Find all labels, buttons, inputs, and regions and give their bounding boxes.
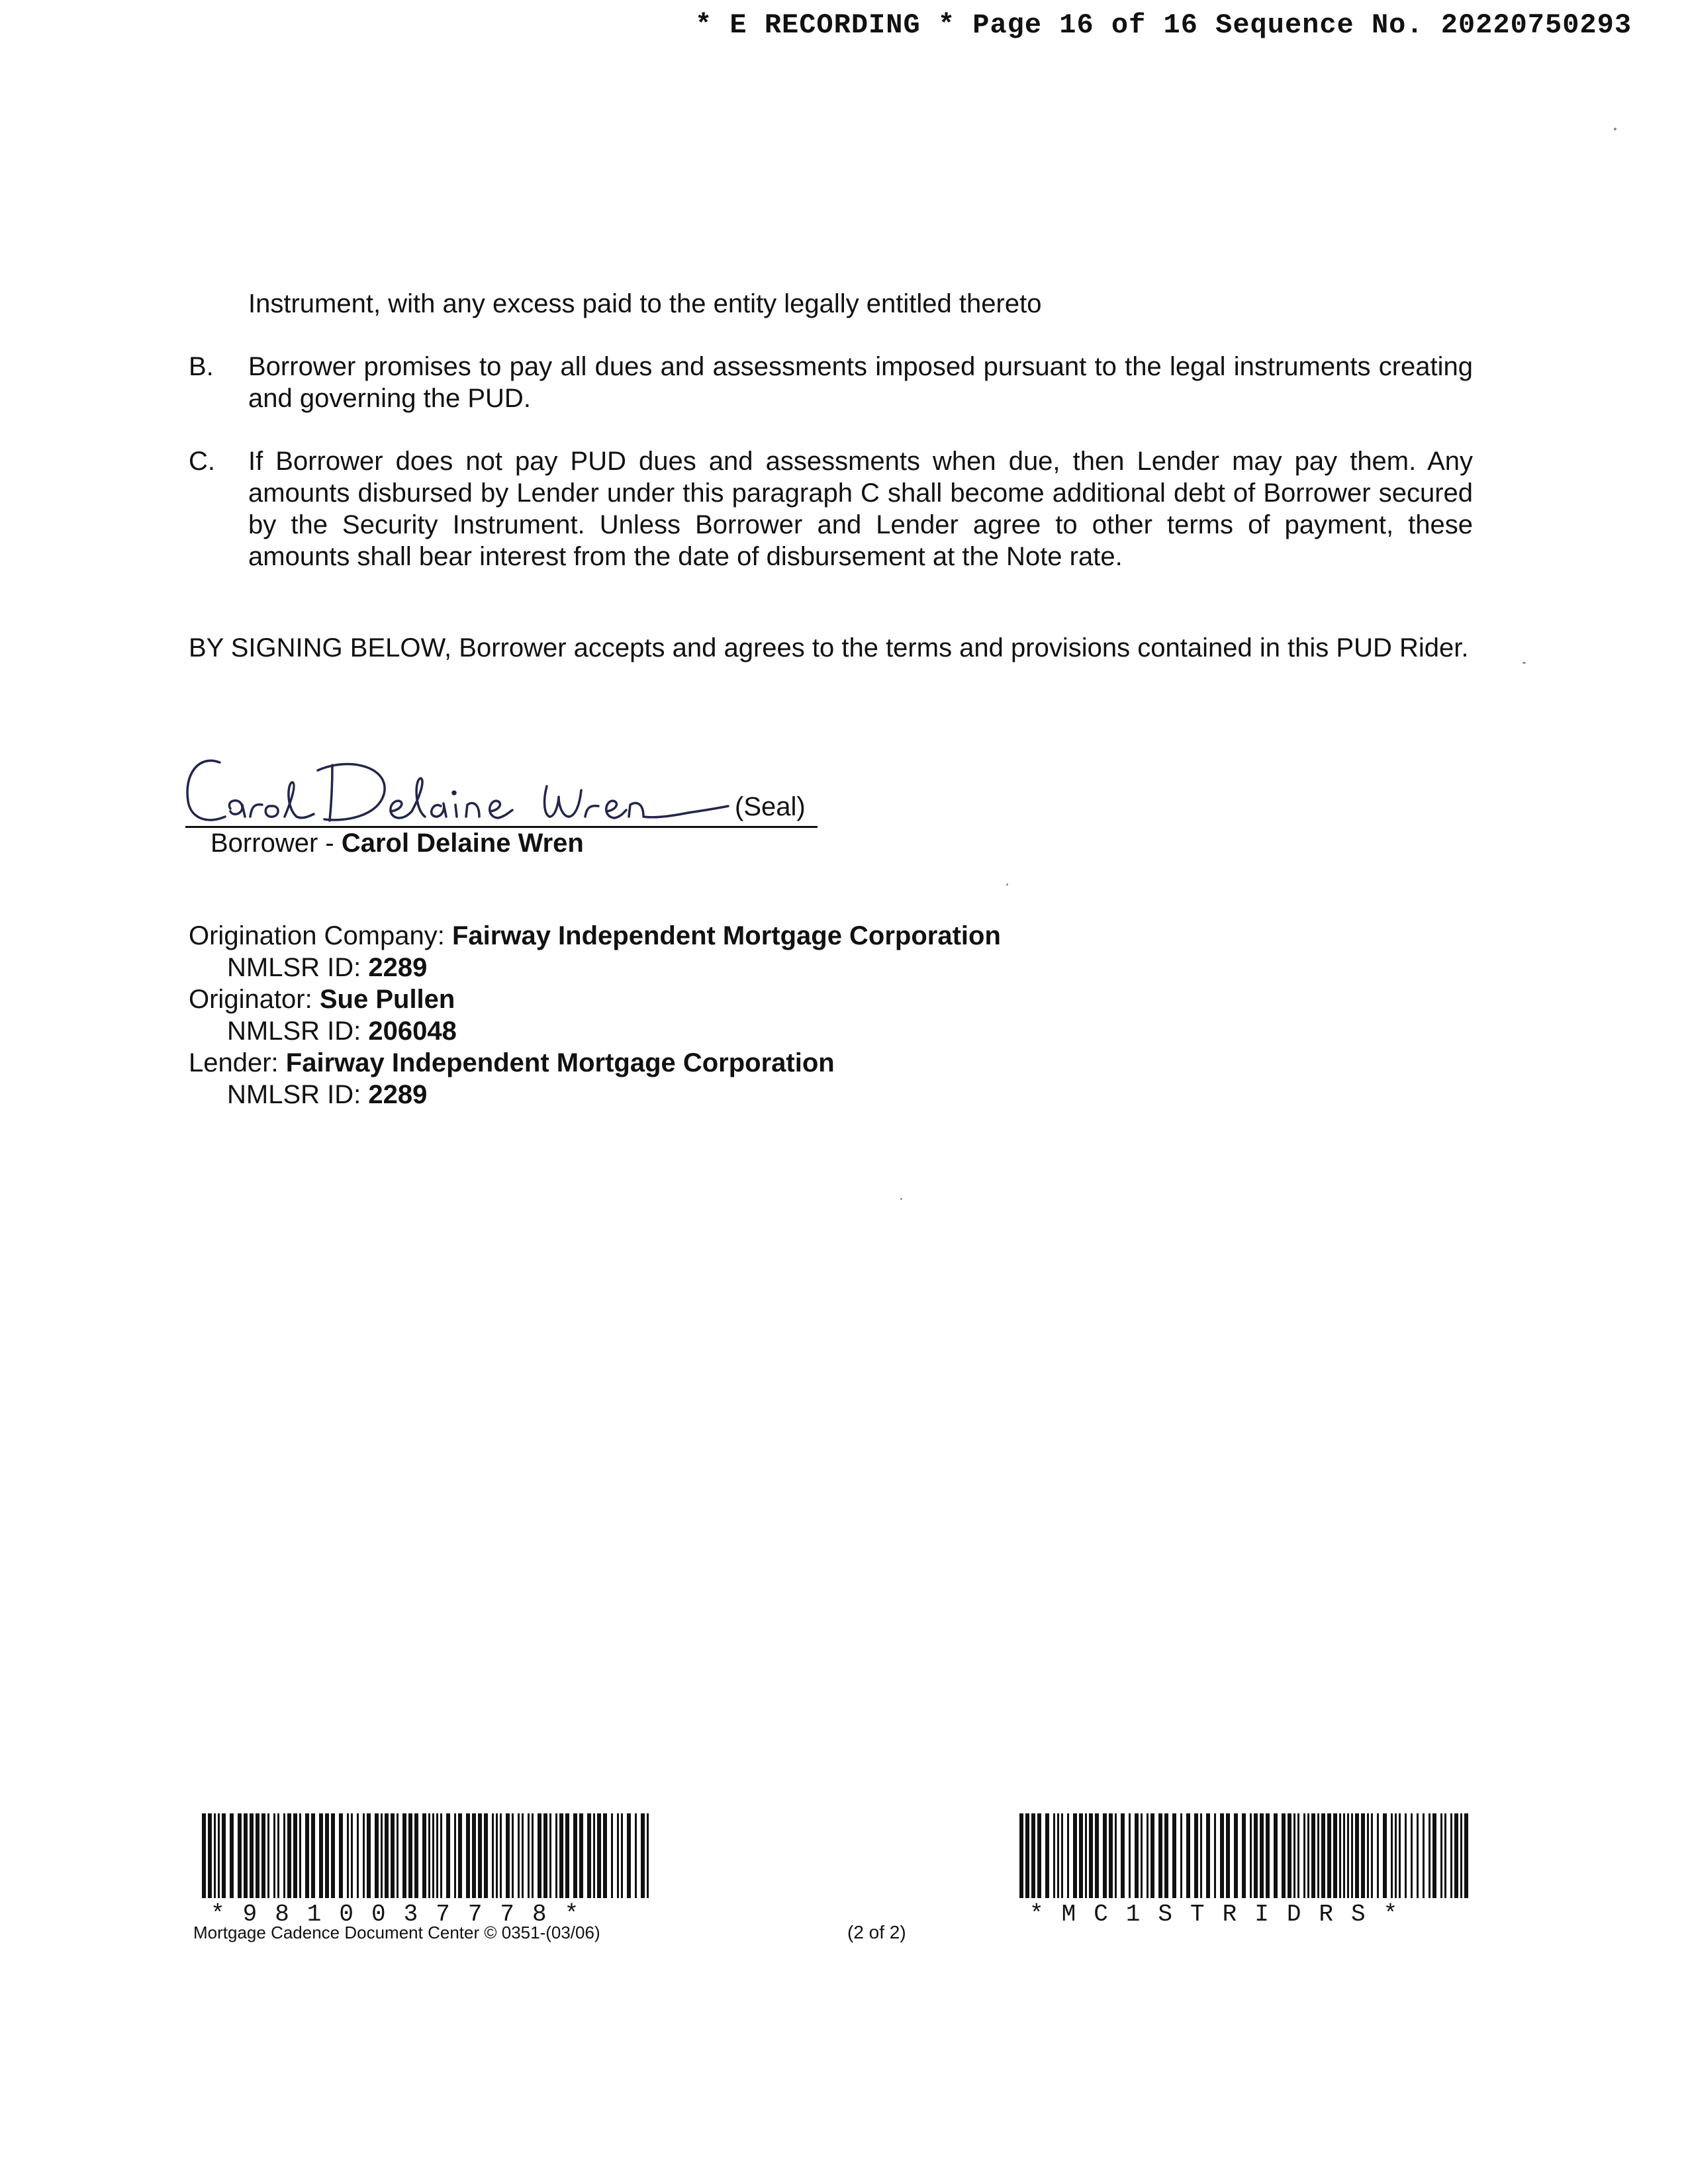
company-nmlsr-label: NMLSR ID: [227, 953, 369, 982]
continuation-text: Instrument, with any excess paid to the entity legally entitled thereto [248, 289, 1042, 318]
barcode-bar [1254, 1813, 1258, 1898]
borrower-role-label: Borrower - [211, 829, 342, 858]
barcode-bar [1405, 1813, 1407, 1898]
borrower-name: Carol Delaine Wren [341, 829, 584, 858]
barcode-bar [579, 1813, 583, 1898]
barcode-bar [1045, 1813, 1049, 1898]
barcode-bar [466, 1813, 470, 1898]
barcode-bar [1129, 1813, 1131, 1898]
barcode-bar [446, 1813, 450, 1898]
barcode-bar [1103, 1813, 1107, 1898]
barcode-bar [1432, 1813, 1436, 1898]
barcode-bar [339, 1813, 343, 1898]
barcode-bar [273, 1813, 275, 1898]
barcode-bar [428, 1813, 430, 1898]
barcode-bar [1158, 1813, 1162, 1898]
barcode-bar [1234, 1813, 1238, 1898]
barcode-bar [325, 1813, 329, 1898]
barcode-bar [351, 1813, 353, 1898]
barcode-bar [256, 1813, 259, 1898]
originator-nmlsr-label: NMLSR ID: [227, 1017, 369, 1046]
barcode-bar [478, 1813, 482, 1898]
barcode-bar [440, 1813, 442, 1898]
barcode-bar [1371, 1813, 1373, 1898]
lender-nmlsr-value: 2289 [368, 1080, 428, 1109]
barcode-bar [1031, 1813, 1035, 1898]
barcode-bar [1327, 1813, 1331, 1898]
barcode-bar [1347, 1813, 1349, 1898]
barcode-bar [1383, 1813, 1387, 1898]
recording-stamp: * E RECORDING * Page 16 of 16 Sequence No. 20220750293 [695, 9, 1632, 41]
borrower-line [211, 827, 584, 859]
barcode-bar [1025, 1813, 1029, 1898]
barcode-bar [331, 1813, 335, 1898]
barcode-bar [222, 1813, 226, 1898]
lender-value: Fairway Independent Mortgage Corporation [285, 1048, 835, 1077]
barcode-bar [641, 1813, 645, 1898]
lender-row [189, 1047, 1001, 1079]
barcode-bar [1454, 1813, 1458, 1898]
barcode-bar [1121, 1813, 1125, 1898]
scan-speck [1614, 128, 1617, 130]
barcode-bar [319, 1813, 323, 1898]
barcode-bar [277, 1813, 279, 1898]
document-center-footer: Mortgage Cadence Document Center © 0351-(03/06) [193, 1923, 600, 1942]
barcode-bar [549, 1813, 551, 1898]
barcode-bar [1242, 1813, 1246, 1898]
barcode-bar [1440, 1813, 1442, 1898]
handwritten-signature [179, 748, 748, 831]
barcode-bar [283, 1813, 285, 1898]
item-c-letter: C. [189, 447, 215, 476]
origination-company-row [189, 920, 1001, 952]
item-c-text: If Borrower does not pay PUD dues and assessments when due, then Lender may pay them. Any amounts disbursed by Lender under this paragraph C shall become additional debt of Borrower secured by the Security Instrument. Unless Borrower and Lender agree to other terms of payment, these amounts shall bear interest from the date of disbursement at the Note rate. [248, 447, 1473, 571]
barcode-bar [1095, 1813, 1099, 1898]
barcode-right-text: *MC1STRIDRS* [1029, 1901, 1416, 1928]
barcode-bar [1399, 1813, 1401, 1898]
barcode-bar [1303, 1813, 1305, 1898]
barcode-bar [1417, 1813, 1419, 1898]
barcode-bar [1450, 1813, 1452, 1898]
barcode-bar [1391, 1813, 1393, 1898]
barcode-bar [1355, 1813, 1359, 1898]
lender-label: Lender: [189, 1048, 286, 1077]
barcode-bar [573, 1813, 577, 1898]
originator-label: Originator: [189, 985, 320, 1014]
barcode-bar [1297, 1813, 1299, 1898]
barcode-bar [287, 1813, 291, 1898]
barcode-bar [1147, 1813, 1149, 1898]
item-b [189, 351, 1473, 414]
barcode-bar [1361, 1813, 1365, 1898]
barcode-bar [1282, 1813, 1286, 1898]
barcode-bar [230, 1813, 234, 1898]
scan-speck [900, 1198, 902, 1200]
barcode-bar [1444, 1813, 1446, 1898]
barcode-bar [363, 1813, 365, 1898]
barcode-bar [293, 1813, 297, 1898]
barcode-bar [1367, 1813, 1369, 1898]
barcode-bar [357, 1813, 359, 1898]
barcode-bar [261, 1813, 265, 1898]
barcode-bar [1250, 1813, 1252, 1898]
lender-nmlsr-label: NMLSR ID: [227, 1080, 369, 1109]
barcode-bar [496, 1813, 498, 1898]
barcode-bar [402, 1813, 406, 1898]
barcode-bar [408, 1813, 412, 1898]
scan-speck [1006, 884, 1008, 886]
lender-nmlsr-row [189, 1079, 1001, 1111]
originator-row [189, 983, 1001, 1015]
barcode-bar [391, 1813, 395, 1898]
barcode-bar [454, 1813, 456, 1898]
barcode-bar [1317, 1813, 1319, 1898]
barcode-bar [593, 1813, 595, 1898]
barcode-bar [1311, 1813, 1315, 1898]
company-nmlsr-value: 2289 [368, 953, 428, 982]
barcode-bar [414, 1813, 418, 1898]
origination-company-value: Fairway Independent Mortgage Corporation [451, 921, 1001, 950]
barcode-bar [1200, 1813, 1202, 1898]
barcode-bar [238, 1813, 242, 1898]
barcode-bar [1057, 1813, 1059, 1898]
barcode-bar [1339, 1813, 1341, 1898]
signature-block [179, 748, 827, 841]
barcode-bar [244, 1813, 248, 1898]
barcode-bar [1109, 1813, 1113, 1898]
barcode-bar [299, 1813, 301, 1898]
barcode-bar [555, 1813, 557, 1898]
barcode-bar [1061, 1813, 1063, 1898]
barcode-bar [522, 1813, 524, 1898]
barcode-bar [385, 1813, 389, 1898]
barcode-bar [528, 1813, 530, 1898]
barcode-bar [267, 1813, 269, 1898]
company-nmlsr-row [189, 952, 1001, 983]
barcode-bar [627, 1813, 631, 1898]
barcode-bar [1079, 1813, 1083, 1898]
barcode-bar [218, 1813, 220, 1898]
barcode-bar [1260, 1813, 1264, 1898]
barcode-bar [1220, 1813, 1224, 1898]
barcode-bar [1377, 1813, 1379, 1898]
barcode-bar [1333, 1813, 1337, 1898]
barcode-bar [1206, 1813, 1210, 1898]
barcode-bar [1293, 1813, 1295, 1898]
barcode-bar [1395, 1813, 1397, 1898]
barcode-bar [1411, 1813, 1413, 1898]
barcode-bar [621, 1813, 623, 1898]
barcode-bar [1194, 1813, 1198, 1898]
barcode-bar [611, 1813, 613, 1898]
barcode-bar [1085, 1813, 1087, 1898]
barcode-bar [617, 1813, 619, 1898]
barcode-bar [1351, 1813, 1353, 1898]
item-b-text: Borrower promises to pay all dues and assessments imposed pursuant to the legal instruments creating and governing the PUD. [248, 352, 1473, 413]
barcode-bar [500, 1813, 502, 1898]
barcode-bar [543, 1813, 547, 1898]
barcode-bar [565, 1813, 569, 1898]
originator-nmlsr-row [189, 1015, 1001, 1047]
barcode-bar [1429, 1813, 1430, 1898]
barcode-bar [367, 1813, 371, 1898]
barcode-bar [422, 1813, 426, 1898]
barcode-bar [1321, 1813, 1325, 1898]
barcode-bar [1053, 1813, 1055, 1898]
barcode-bar [506, 1813, 510, 1898]
barcode-bar [1274, 1813, 1278, 1898]
barcode-bar [1019, 1813, 1023, 1898]
barcode-bar [397, 1813, 399, 1898]
item-c [189, 445, 1473, 572]
barcode-bar [1164, 1813, 1168, 1898]
originator-nmlsr-value: 206048 [368, 1017, 457, 1046]
originator-value: Sue Pullen [319, 985, 455, 1014]
barcode-bar [603, 1813, 607, 1898]
barcode-bar [305, 1813, 309, 1898]
barcode-bar [538, 1813, 541, 1898]
barcode-left-text: *9810037778* [211, 1901, 597, 1928]
barcode-bar [1307, 1813, 1309, 1898]
barcode-bar [1464, 1813, 1468, 1898]
barcode-right [1019, 1813, 1473, 1898]
barcode-bar [1037, 1813, 1041, 1898]
page-count-footer: (2 of 2) [847, 1922, 906, 1942]
barcode-bar [1343, 1813, 1345, 1898]
barcode-bar [250, 1813, 254, 1898]
barcode-bar [484, 1813, 488, 1898]
barcode-bar [1089, 1813, 1093, 1898]
barcode-bar [1067, 1813, 1069, 1898]
barcode-bar [492, 1813, 494, 1898]
barcode-bar [587, 1813, 591, 1898]
barcode-bar [214, 1813, 216, 1898]
barcode-bar [1186, 1813, 1190, 1898]
barcode-bar [1135, 1813, 1139, 1898]
origination-company-label: Origination Company: [189, 921, 452, 950]
barcode-bar [1172, 1813, 1176, 1898]
barcode-bar [472, 1813, 476, 1898]
origination-info [189, 920, 1001, 1111]
scan-speck [1523, 662, 1526, 664]
barcode-bar [1288, 1813, 1291, 1898]
barcode-bar [1214, 1813, 1216, 1898]
barcode-bar [202, 1813, 206, 1898]
barcode-left [202, 1813, 652, 1898]
barcode-bar [1423, 1813, 1425, 1898]
barcode-bar [1266, 1813, 1270, 1898]
barcode-bar [458, 1813, 462, 1898]
barcode-bar [1115, 1813, 1117, 1898]
barcode-bar [375, 1813, 379, 1898]
barcode-bar [208, 1813, 212, 1898]
barcode-bar [436, 1813, 438, 1898]
barcode-bar [1460, 1813, 1462, 1898]
acceptance-statement: BY SIGNING BELOW, Borrower accepts and agrees to the terms and provisions contained in this PUD Rider. [189, 633, 1469, 662]
barcode-bar [1150, 1813, 1154, 1898]
barcode-bar [1073, 1813, 1077, 1898]
barcode-bar [347, 1813, 349, 1898]
barcode-bar [647, 1813, 649, 1898]
barcode-bar [512, 1813, 514, 1898]
barcode-bar [635, 1813, 637, 1898]
barcode-bar [432, 1813, 434, 1898]
barcode-bar [559, 1813, 563, 1898]
seal-label: (Seal) [735, 792, 806, 821]
barcode-bar [532, 1813, 534, 1898]
barcode-bar [1180, 1813, 1182, 1898]
item-b-letter: B. [189, 352, 214, 381]
barcode-bar [518, 1813, 520, 1898]
barcode-bar [381, 1813, 383, 1898]
barcode-bar [597, 1813, 601, 1898]
barcode-bar [311, 1813, 315, 1898]
barcode-bar [1141, 1813, 1143, 1898]
barcode-bar [1226, 1813, 1230, 1898]
